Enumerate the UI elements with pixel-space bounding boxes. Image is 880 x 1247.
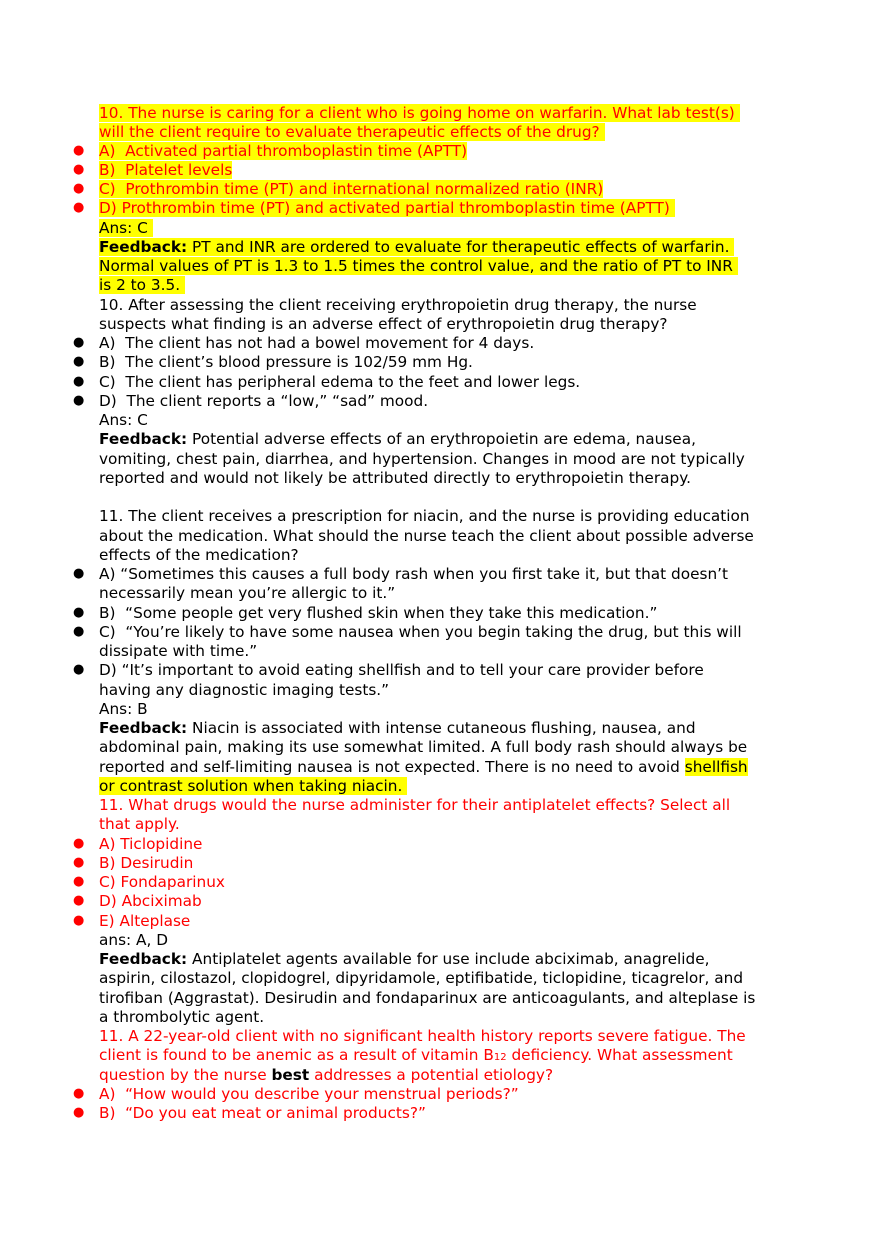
q3-option-a-line-2: necessarily mean you’re allergic to it.” [99,584,396,602]
bullet-icon: ● [73,893,85,908]
q4-option-e: E) Alteplase [99,912,191,930]
q5-stem-line-2 [99,1045,733,1065]
q1-stem-line-2 [99,122,605,142]
q5-stem-subscript: 12 [493,1052,507,1063]
q3-option-c-line-1: C) “You’re likely to have some nausea when you begin taking the drug, but this will [99,623,742,641]
q1-feedback-line-1 [99,237,734,257]
q5-stem-text-3b: addresses a potential etiology? [309,1066,554,1084]
q2-option-d: D) The client reports a “low,” “sad” mood. [99,392,429,410]
q2-feedback-text-1: Potential adverse effects of an erythropoietin are edema, nausea, [187,430,696,448]
bullet-icon: ● [73,354,85,369]
q3-feedback-text-3a: reported and self-limiting nausea is not expected. There is no need to avoid [99,758,685,776]
q5-stem-bold: best [271,1066,310,1084]
q1-feedback-text-1: PT and INR are ordered to evaluate for therapeutic effects of warfarin. [187,238,735,256]
q2-option-b: B) The client’s blood pressure is 102/59 mm Hg. [99,353,473,371]
q4-option-a: A) Ticlopidine [99,835,203,853]
q3-feedback-line-2: abdominal pain, making its use somewhat limited. A full body rash should always be [99,738,748,756]
q1-feedback-label: Feedback: [99,238,188,256]
bullet-icon: ● [73,162,85,177]
q3-option-a-line-1: A) “Sometimes this causes a full body rash when you first take it, but that doesn’t [99,565,729,583]
q1-stem-text-1: 10. The nurse is caring for a client who is going home on warfarin. What lab test(s) [99,104,740,122]
q4-stem-line-1: 11. What drugs would the nurse administer for their antiplatelet effects? Select all [99,796,731,814]
q5-option-b: B) “Do you eat meat or animal products?” [99,1104,426,1122]
q3-feedback-highlight: shellfish [684,758,748,776]
q1-option-c [99,179,603,199]
bullet-icon: ● [73,374,85,389]
q1-option-d [99,198,675,218]
q5-option-a: A) “How would you describe your menstrual periods?” [99,1085,519,1103]
q4-feedback-line-2: aspirin, cilostazol, clopidogrel, dipyridamole, eptifibatide, ticlopidine, ticagrelor, and [99,969,744,987]
q2-stem-line-2: suspects what finding is an adverse effect of erythropoietin drug therapy? [99,315,668,333]
bullet-icon: ● [73,874,85,889]
q1-option-b-text: B) Platelet levels [99,161,233,179]
q5-stem-line-1: 11. A 22-year-old client with no significant health history reports severe fatigue. The [99,1027,746,1045]
q3-feedback-line-3 [99,757,748,777]
q3-feedback-text-1: Niacin is associated with intense cutaneous flushing, nausea, and [187,719,696,737]
q2-stem-line-1: 10. After assessing the client receiving erythropoietin drug therapy, the nurse [99,296,697,314]
bullet-icon: ● [73,1086,85,1101]
bullet-icon: ● [73,143,85,158]
q1-feedback-text-2: Normal values of PT is 1.3 to 1.5 times the control value, and the ratio of PT to INR [99,257,738,275]
q3-stem-line-2: about the medication. What should the nurse teach the client about possible adverse [99,527,754,545]
q4-stem-line-2: that apply. [99,815,180,833]
q4-feedback-line-1 [99,949,710,969]
bullet-icon: ● [73,605,85,620]
q5-stem-line-3 [99,1065,553,1085]
q3-option-b: B) “Some people get very flushed skin when they take this medication.” [99,604,658,622]
bullet-icon: ● [73,393,85,408]
q2-option-c: C) The client has peripheral edema to the feet and lower legs. [99,373,581,391]
q2-feedback-line-1 [99,429,696,449]
q1-stem-line-1 [99,103,740,123]
q4-feedback-line-4: a thrombolytic agent. [99,1008,265,1026]
bullet-icon: ● [73,662,85,677]
q1-answer [99,218,153,238]
q3-stem-line-1: 11. The client receives a prescription for niacin, and the nurse is providing education [99,507,750,525]
bullet-icon: ● [73,836,85,851]
q1-option-a [99,141,467,161]
q3-option-c-line-2: dissipate with time.” [99,642,258,660]
q1-option-b [99,160,232,180]
q3-option-d-line-2: having any diagnostic imaging tests.” [99,681,390,699]
q5-stem-text-3a: question by the nurse [99,1066,272,1084]
q3-feedback-line-4 [99,776,407,796]
q2-option-a: A) The client has not had a bowel movement for 4 days. [99,334,535,352]
q3-stem-line-3: effects of the medication? [99,546,299,564]
q4-option-d: D) Abciximab [99,892,202,910]
q4-feedback-line-3: tirofiban (Aggrastat). Desirudin and fondaparinux are anticoagulants, and alteplase is [99,989,756,1007]
bullet-icon: ● [73,1105,85,1120]
bullet-icon: ● [73,200,85,215]
bullet-icon: ● [73,855,85,870]
q2-answer: Ans: C [99,411,148,429]
q2-feedback-line-3: reported and would not likely be attributed directly to erythropoietin therapy. [99,469,691,487]
q3-option-d-line-1: D) “It’s important to avoid eating shellfish and to tell your care provider before [99,661,704,679]
q1-option-a-text: A) Activated partial thromboplastin time (APTT) [99,142,468,160]
q5-stem-text-2b: deficiency. What assessment [506,1046,733,1064]
q1-option-d-text: D) Prothrombin time (PT) and activated partial thromboplastin time (APTT) [99,199,675,217]
q2-feedback-label: Feedback: [99,430,188,448]
q5-stem-text-2a: client is found to be anemic as a result of vitamin B [99,1046,494,1064]
q1-answer-text: Ans: C [99,219,153,237]
q1-feedback-line-2 [99,256,738,276]
q1-feedback-text-3: is 2 to 3.5. [99,276,185,294]
q3-feedback-text-4: or contrast solution when taking niacin. [99,777,408,795]
q1-option-c-text: C) Prothrombin time (PT) and international normalized ratio (INR) [99,180,604,198]
q3-answer: Ans: B [99,700,148,718]
bullet-icon: ● [73,566,85,581]
bullet-icon: ● [73,913,85,928]
bullet-icon: ● [73,181,85,196]
q4-feedback-text-1: Antiplatelet agents available for use include abciximab, anagrelide, [187,950,710,968]
q2-feedback-line-2: vomiting, chest pain, diarrhea, and hypertension. Changes in mood are not typically [99,450,745,468]
q1-stem-text-2: will the client require to evaluate therapeutic effects of the drug? [99,123,605,141]
q4-answer: ans: A, D [99,931,169,949]
q4-option-b: B) Desirudin [99,854,194,872]
q3-feedback-label: Feedback: [99,719,188,737]
q3-feedback-line-1 [99,718,696,738]
q4-option-c: C) Fondaparinux [99,873,225,891]
q1-feedback-line-3 [99,275,185,295]
q4-feedback-label: Feedback: [99,950,188,968]
bullet-icon: ● [73,624,85,639]
bullet-icon: ● [73,335,85,350]
